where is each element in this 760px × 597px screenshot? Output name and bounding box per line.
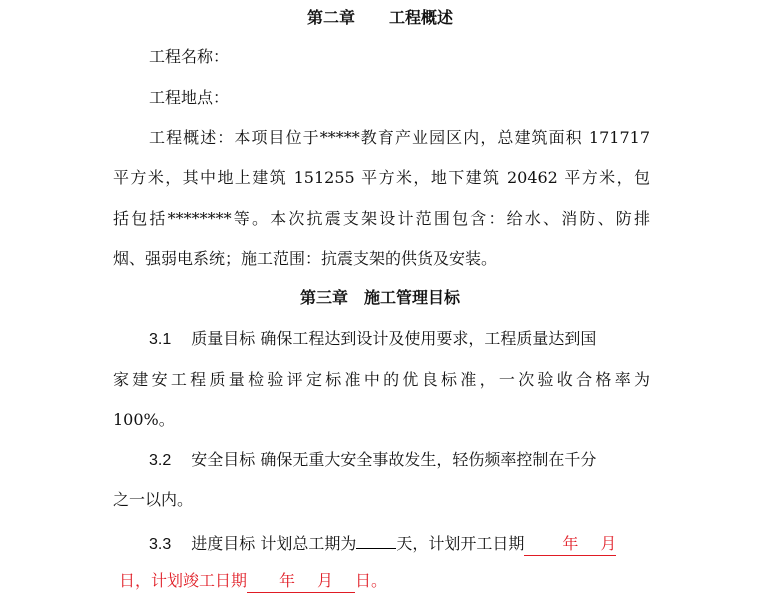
end-date-blank[interactable] <box>247 570 355 593</box>
safety-goal-text-1: 安全目标 确保无重大安全事故发生，轻伤频率控制在千分 <box>191 450 597 469</box>
quality-goal-number: 3.1 <box>149 331 172 348</box>
safety-goal-line-2: 之一以内。 <box>113 490 194 509</box>
overview-line-3: 括包括********等。本次抗震支架设计范围包含：给水、消防、防排 <box>113 209 650 228</box>
total-duration-blank[interactable] <box>356 530 396 549</box>
schedule-goal-line-1 <box>149 530 616 556</box>
chapter-2-title: 工程概述 <box>389 8 454 27</box>
end-day-label: 日。 <box>355 571 388 590</box>
quality-goal-line-3: 100%。 <box>113 410 175 429</box>
schedule-goal-text-b: 天，计划开工日期 <box>396 534 525 553</box>
chapter-3-heading: 第三章 施工管理目标 <box>299 288 460 307</box>
safety-goal-line-1 <box>149 449 596 472</box>
quality-goal-line-2: 家建安工程质量检验评定标准中的优良标准，一次验收合格率为 <box>113 370 650 389</box>
start-month-label: 月 <box>600 534 617 553</box>
start-year-label: 年 <box>562 534 579 553</box>
start-date-blank[interactable] <box>524 533 616 556</box>
schedule-goal-number: 3.3 <box>149 536 172 553</box>
start-day-and-end-label: 日，计划竣工日期 <box>119 571 248 590</box>
overview-line-4: 烟、强弱电系统；施工范围：抗震支架的供货及安装。 <box>113 249 498 268</box>
chapter-2-number: 第二章 <box>306 8 355 27</box>
overview-line-1: 工程概述：本项目位于*****教育产业园区内，总建筑面积 171717 <box>149 128 650 147</box>
end-year-label: 年 <box>279 571 296 590</box>
chapter-2-heading <box>0 8 760 28</box>
schedule-goal-line-2 <box>119 570 387 593</box>
schedule-goal-text-a: 进度目标 计划总工期为 <box>191 534 357 553</box>
end-month-label: 月 <box>317 571 334 590</box>
safety-goal-number: 3.2 <box>149 452 172 469</box>
quality-goal-line-1 <box>149 328 596 351</box>
overview-line-2: 平方米，其中地上建筑 151255 平方米，地下建筑 20462 平方米，包 <box>113 168 650 187</box>
quality-goal-text-1: 质量目标 确保工程达到设计及使用要求，工程质量达到国 <box>191 329 597 348</box>
project-site-label: 工程地点： <box>149 88 230 107</box>
project-name-label: 工程名称： <box>149 47 230 66</box>
